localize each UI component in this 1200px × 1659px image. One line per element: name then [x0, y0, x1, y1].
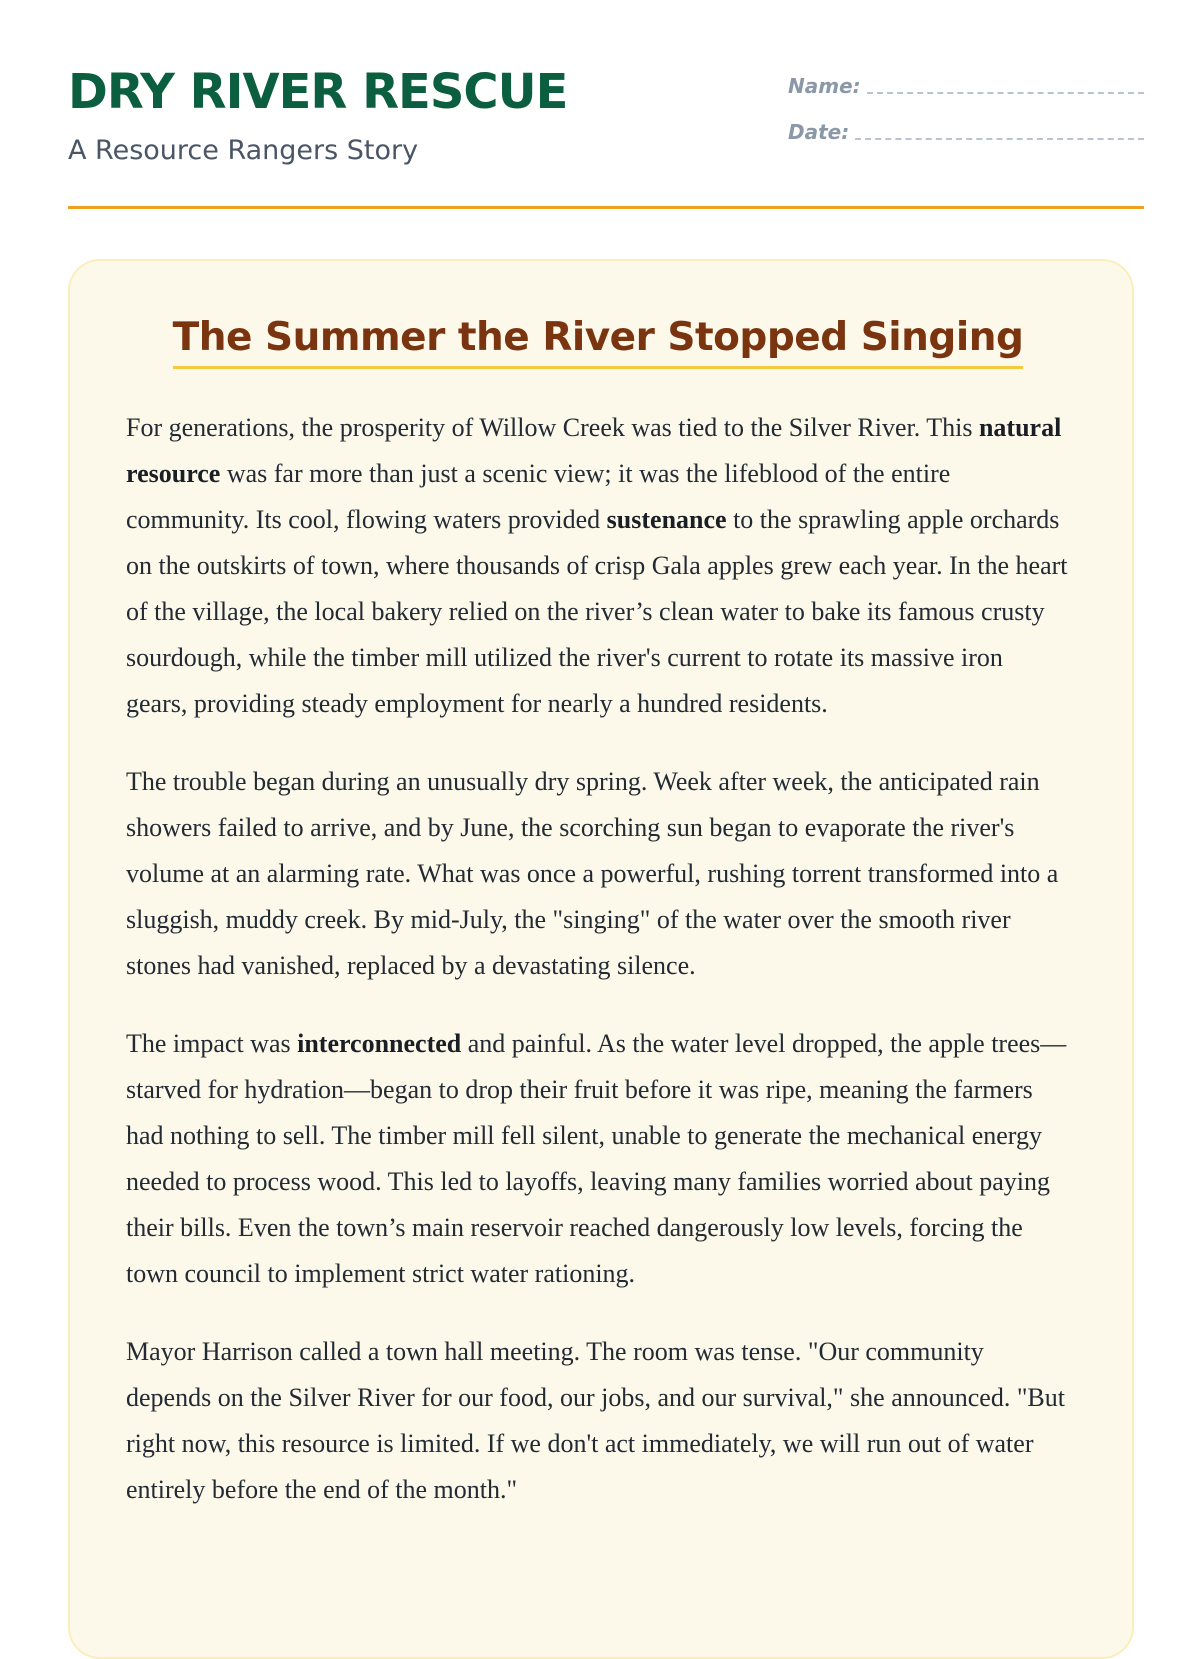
date-blank-line[interactable] — [855, 134, 1144, 140]
worksheet-title: DRY RIVER RESCUE — [68, 64, 568, 120]
story-paragraph-1 — [126, 405, 1070, 727]
story-title-wrap — [126, 315, 1070, 369]
date-field[interactable] — [788, 114, 1144, 144]
p1-text-1: For generations, the prosperity of Willow Creek was tied to the Silver River. This — [126, 412, 979, 442]
story-card — [68, 259, 1134, 1659]
story-paragraph-3 — [126, 1021, 1070, 1297]
name-label: Name: — [788, 74, 861, 98]
vocab-interconnected: interconnected — [297, 1028, 462, 1058]
vocab-sustenance: sustenance — [606, 504, 727, 534]
story-title: The Summer the River Stopped Singing — [173, 315, 1024, 369]
p3-text-1: The impact was — [126, 1028, 298, 1058]
p1-text-2: was far more than just a scenic view; it was the lifeblood of the entire community. Its cool, flowing waters provided — [126, 458, 951, 534]
date-label: Date: — [788, 120, 850, 144]
p1-text-3: to the sprawling apple orchards on the outskirts of town, where thousands of crisp Gala apples grew each year. In the heart of the village, the local bakery relied on the river’s clean water to bake its famous crusty sourdough, while the timber mill utilized the river's current to rotate its massive iron gears, providing steady employment for nearly a hundred residents. — [126, 504, 1068, 718]
worksheet-header — [68, 0, 1144, 209]
vocab-natural-resource: natural resource — [126, 412, 1062, 488]
p3-text-2: and painful. As the water level dropped, the apple trees—starved for hydration—began to drop their fruit before it was ripe, meaning the farmers had nothing to sell. The timber mill fell silent, unable to generate the mechanical energy needed to process wood. This led to layoffs, leaving many families worried about paying their bills. Even the town’s main reservoir reached dangerously low levels, forcing the town council to implement strict water rationing. — [126, 1028, 1067, 1288]
name-field[interactable] — [788, 68, 1144, 98]
story-paragraph-2: The trouble began during an unusually dry spring. Week after week, the anticipated rain showers failed to arrive, and by June, the scorching sun began to evaporate the river's volume at an alarming rate. What was once a powerful, rushing torrent transformed into a sluggish, muddy creek. By mid-July, the "singing" of the water over the smooth river stones had vanished, replaced by a devastating silence. — [126, 766, 1059, 980]
worksheet-subtitle: A Resource Rangers Story — [68, 135, 419, 166]
story-paragraph-4: Mayor Harrison called a town hall meeting. The room was tense. "Our community depends on the Silver River for our food, our jobs, and our survival," she announced. "But right now, this resource is limited. If we don't act immediately, we will run out of water entirely before the end of the month." — [126, 1336, 1065, 1504]
name-blank-line[interactable] — [867, 88, 1144, 94]
